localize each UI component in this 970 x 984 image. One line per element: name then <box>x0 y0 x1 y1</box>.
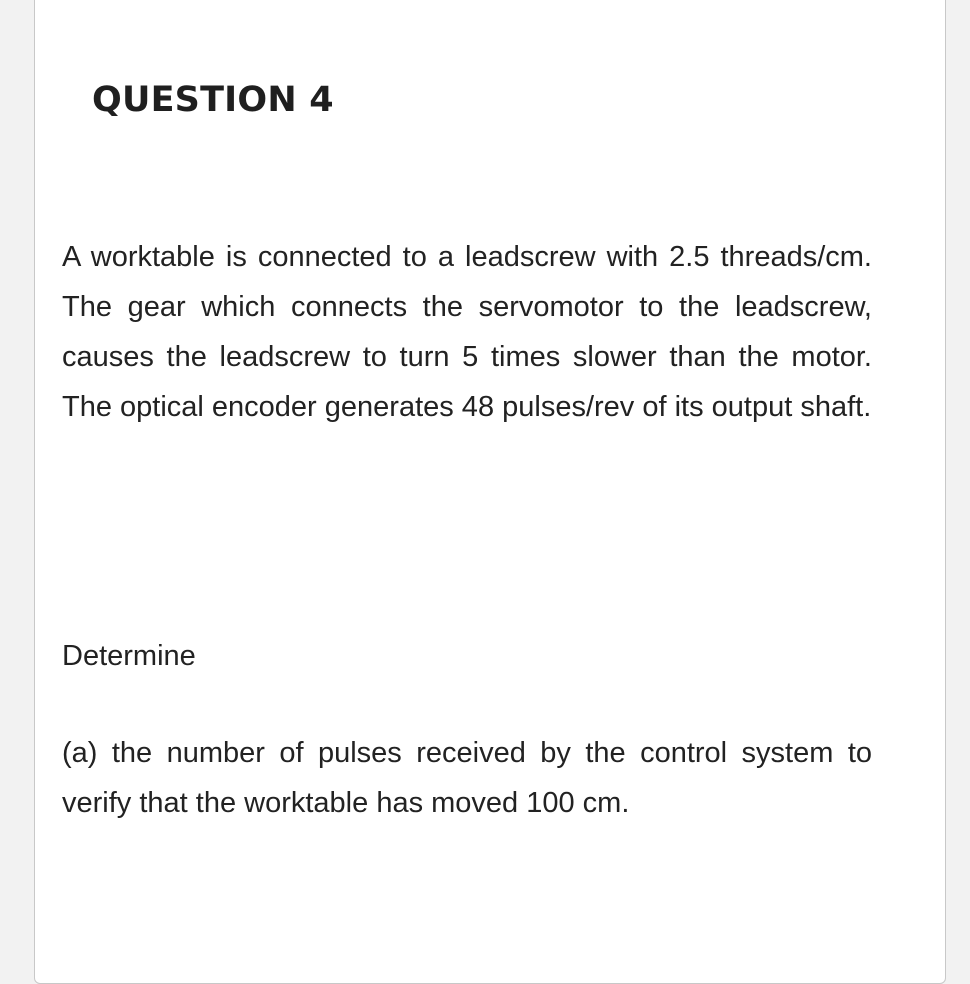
question-card <box>34 0 946 984</box>
part-a-text: (a) the number of pulses received by the control system to verify that the worktable has moved 100 cm. <box>62 737 872 819</box>
question-title: QUESTION 4 <box>92 80 334 120</box>
problem-statement: A worktable is connected to a leadscrew with 2.5 threads/cm. The gear which connects the servomotor to the leadscrew, causes the leadscrew to turn 5 times slower than the motor. The optical encoder generates 48 pulses/rev of its output shaft. <box>62 241 872 423</box>
determine-prompt: Determine <box>62 640 196 672</box>
